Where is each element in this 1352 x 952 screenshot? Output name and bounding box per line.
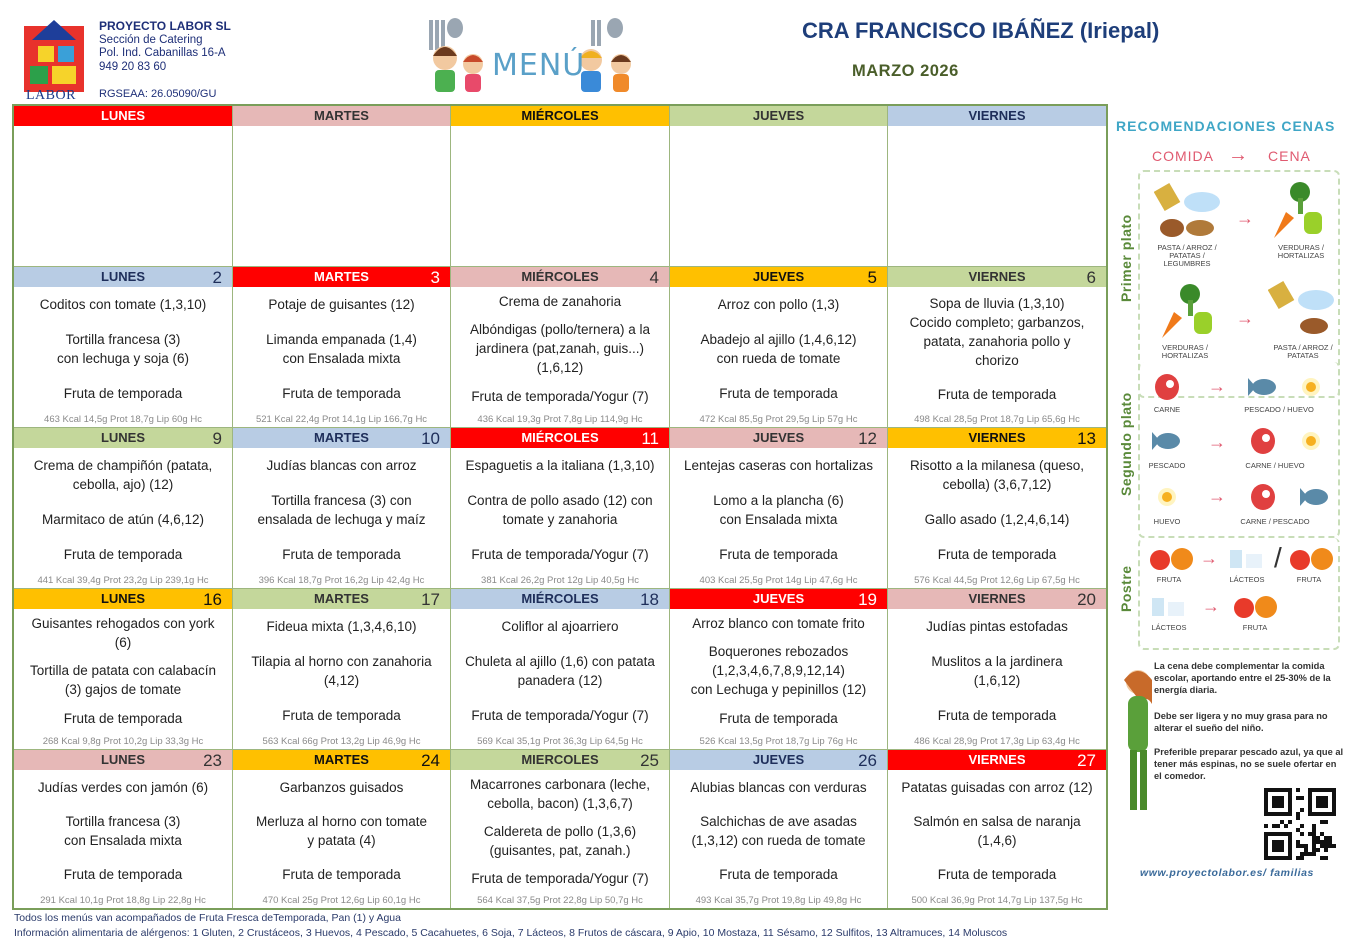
day-cell	[888, 428, 1106, 589]
menu-title: MENÚ	[492, 48, 586, 83]
dish-item: Coliflor al ajoarriero	[501, 619, 619, 634]
day-name: LUNES	[100, 108, 146, 123]
caption: FRUTA	[1156, 575, 1182, 584]
dish-item: Fruta de temporada	[719, 386, 838, 401]
arrow-icon: →	[1202, 596, 1220, 616]
nutrition-info: 498 Kcal 28,5g Prot 18,7g Lip 65,6g Hc	[914, 414, 1080, 425]
week-row	[14, 750, 1106, 908]
dish-item: Fruta de temporada	[63, 711, 183, 727]
day-cell	[888, 106, 1106, 267]
dish-item: Crema de zanahoria	[498, 293, 622, 309]
nutrition-info: 463 Kcal 14,5g Prot 18,7g Lip 60g Hc	[44, 414, 202, 425]
dish-item: Caldereta de pollo (1,3,6) (guisantes, pat, zanah.)	[483, 823, 637, 858]
day-cell	[888, 750, 1106, 908]
dish-item: Boquerones rebozados (1,2,3,4,6,7,8,9,12,14) con Lechuga y pepinillos (12)	[690, 644, 867, 698]
dish-item: Fruta de temporada	[937, 547, 1057, 562]
nutrition-info: 500 Kcal 36,9g Prot 14,7g Lip 137,5g Hc	[911, 895, 1083, 906]
dish-item: Guisantes rehogados con york (6)	[31, 615, 215, 650]
dish-list	[892, 287, 1102, 411]
dish-item: Lentejas caseras con hortalizas	[683, 458, 874, 473]
day-number: 3	[430, 268, 440, 287]
day-name: MARTES	[314, 430, 369, 445]
day-cell	[451, 428, 670, 589]
rgseaa-code: RGSEAA: 26.05090/GU	[99, 88, 217, 100]
pasta-rice-icon	[1154, 182, 1224, 247]
dish-item: Abadejo al ajillo (1,4,6,12) con rueda de tomate	[700, 332, 857, 366]
nutrition-info: 569 Kcal 35,1g Prot 36,3g Lip 64,5g Hc	[477, 736, 643, 747]
day-header	[233, 106, 450, 126]
qr-code-icon[interactable]	[1264, 788, 1336, 860]
dish-item: Merluza al horno con tomate y patata (4)	[255, 813, 428, 848]
fruit-icon	[1288, 546, 1336, 577]
dish-list	[18, 287, 228, 411]
nutrition-info: 521 Kcal 22,4g Prot 14,1g Lip 166,7g Hc	[255, 414, 428, 425]
fork-icon	[429, 20, 445, 50]
dish-item: Fruta de temporada	[719, 867, 838, 883]
day-cell	[670, 428, 888, 589]
footer-note: Todos los menús van acompañados de Fruta Fresca deTemporada, Pan (1) y Agua	[14, 912, 401, 924]
dish-item: Contra de pollo asado (12) con tomate y zanahoria	[467, 493, 653, 527]
dish-item: Judías pintas estofadas	[926, 619, 1068, 634]
dish-item: Fruta de temporada	[282, 547, 401, 562]
day-cell	[14, 589, 233, 750]
school-name: CRA FRANCISCO IBÁÑEZ (Iriepal)	[802, 18, 1160, 43]
dish-list	[892, 770, 1102, 892]
nutrition-info: 436 Kcal 19,3g Prot 7,8g Lip 114,9g Hc	[477, 414, 643, 425]
dish-item: Espaguetis a la italiana (1,3,10)	[465, 458, 655, 473]
company-line: 949 20 83 60	[99, 60, 167, 73]
day-cell	[233, 428, 451, 589]
caption: VERDURAS / HORTALIZAS	[1277, 243, 1325, 260]
meat-icon	[1152, 372, 1182, 407]
tip-note: Preferible preparar pescado azul, ya que al tener más espinas, no se suele ofertar en el comedor.	[1154, 747, 1344, 781]
tip-note: Debe ser ligera y no muy grasa para no alterar el sueño del niño.	[1154, 711, 1328, 733]
day-name: LUNES	[100, 752, 146, 767]
dish-item: Fruta de temporada	[937, 867, 1057, 883]
dish-list	[455, 287, 665, 411]
day-cell	[451, 750, 670, 908]
day-name: VIERNES	[968, 752, 1026, 767]
caption: PESCADO	[1148, 461, 1186, 470]
dish-item: Lomo a la plancha (6) con Ensalada mixta	[713, 493, 844, 527]
day-name: LUNES	[100, 430, 146, 445]
day-header	[451, 428, 669, 448]
day-name: JUEVES	[752, 752, 805, 767]
day-number: 23	[203, 751, 222, 770]
dish-item: Fruta de temporada	[719, 711, 838, 727]
recommendations-title: RECOMENDACIONES CENAS	[1116, 118, 1336, 134]
dish-list	[237, 770, 446, 892]
slash-separator: /	[1274, 542, 1282, 573]
nutrition-info: 396 Kcal 18,7g Prot 16,2g Lip 42,4g Hc	[258, 575, 425, 586]
nutrition-info: 576 Kcal 44,5g Prot 12,6g Lip 67,5g Hc	[914, 575, 1080, 586]
day-number: 11	[641, 429, 659, 448]
dish-list	[18, 770, 228, 892]
week-row	[14, 267, 1106, 428]
dish-list	[674, 770, 883, 892]
day-number: 25	[640, 751, 659, 770]
spoon-icon	[447, 18, 463, 38]
month-title: MARZO 2026	[852, 62, 959, 80]
day-header	[670, 589, 887, 609]
day-cell	[451, 589, 670, 750]
vegetables-icon	[1154, 282, 1220, 347]
arrow-icon: →	[1236, 208, 1254, 228]
dish-item: Tortilla de patata con calabacín (3) gajos de tomate	[29, 663, 217, 698]
dairy-icon	[1228, 548, 1268, 575]
day-number: 27	[1077, 751, 1096, 770]
day-cell	[888, 589, 1106, 750]
nutrition-info: 486 Kcal 28,9g Prot 17,3g Lip 63,4g Hc	[914, 736, 1080, 747]
day-cell	[233, 106, 451, 267]
dish-list	[237, 609, 446, 733]
company-line: Pol. Ind. Cabanillas 16-A	[99, 47, 226, 59]
day-number: 17	[421, 590, 440, 609]
dish-item: Risotto a la milanesa (queso, cebolla) (3,6,7,12)	[909, 458, 1085, 492]
day-cell	[14, 428, 233, 589]
dish-item: Patatas guisadas con arroz (12)	[901, 779, 1093, 795]
dish-item: Gallo asado (1,2,4,6,14)	[924, 512, 1070, 527]
day-name: MIÉRCOLES	[521, 108, 599, 123]
day-name: VIERNES	[968, 269, 1026, 284]
week-row	[14, 106, 1106, 267]
dinner-label: CENA	[1268, 148, 1311, 164]
day-header	[14, 750, 232, 770]
day-cell	[670, 589, 888, 750]
arrow-icon: →	[1208, 432, 1226, 452]
day-cell	[14, 106, 233, 267]
dish-item: Fruta de temporada	[63, 547, 183, 562]
dish-item: Limanda empanada (1,4) con Ensalada mixta	[266, 332, 417, 366]
dinner-recommendations	[1112, 112, 1348, 892]
dish-item: Macarrones carbonara (leche, cebolla, bacon) (1,3,6,7)	[469, 776, 651, 811]
dish-list	[18, 609, 228, 733]
second-course-box	[1138, 362, 1340, 538]
dish-item: Potaje de guisantes (12)	[268, 297, 415, 312]
day-number: 20	[1077, 590, 1096, 609]
nutrition-info: 268 Kcal 9,8g Prot 10,2g Lip 33,3g Hc	[42, 736, 204, 747]
week-row	[14, 428, 1106, 589]
day-cell	[670, 750, 888, 908]
caption: FRUTA	[1296, 575, 1322, 584]
nutrition-info: 441 Kcal 39,4g Prot 23,2g Lip 239,1g Hc	[37, 575, 209, 586]
nutrition-info: 291 Kcal 10,1g Prot 18,8g Lip 22,8g Hc	[40, 895, 206, 906]
dish-list	[18, 448, 228, 572]
arrow-icon: →	[1228, 144, 1248, 166]
day-header	[888, 106, 1106, 126]
second-course-label: Segundo plato	[1118, 392, 1134, 496]
day-number: 16	[203, 590, 222, 609]
caption: PASTA / ARROZ / PATATAS / LEGUMBRES	[1157, 243, 1217, 268]
day-header	[888, 267, 1106, 287]
day-name: JUEVES	[752, 430, 805, 445]
nutrition-info: 403 Kcal 25,5g Prot 14g Lip 47,6g Hc	[699, 575, 858, 586]
nutrition-info: 564 Kcal 37,5g Prot 22,8g Lip 50,7g Hc	[477, 895, 643, 906]
pasta-rice-icon	[1268, 280, 1338, 345]
dish-item: Fruta de temporada	[937, 386, 1057, 402]
dish-item: Marmitaco de atún (4,6,12)	[41, 512, 205, 527]
company-info	[99, 20, 231, 74]
day-number: 5	[867, 268, 877, 287]
fruit-icon	[1232, 594, 1280, 625]
caption: CARNE	[1153, 405, 1181, 414]
caption: LÁCTEOS	[1151, 623, 1187, 632]
dish-list	[674, 448, 883, 572]
dish-item: Salmón en salsa de naranja (1,4,6)	[913, 813, 1081, 848]
allergen-legend: Información alimentaria de alérgenos: 1 Gluten, 2 Crustáceos, 3 Huevos, 4 Pescado, 5 Cacahuetes, 6 Soja, 7 Lácteos, 8 Frutos de cáscara, 9 Apio, 10 Mostaza, 11 Sésamo, 12 Sulfitos, 13 Altramuces, 14 Moluscos	[14, 927, 1008, 939]
caption: CARNE / PESCADO	[1240, 517, 1310, 526]
day-header	[451, 589, 669, 609]
dish-list	[455, 609, 665, 733]
day-name: MIÉRCOLES	[521, 591, 599, 606]
day-header	[14, 589, 232, 609]
day-number: 19	[858, 590, 877, 609]
day-number: 13	[1077, 429, 1096, 448]
day-number: 2	[212, 268, 222, 287]
day-header	[888, 428, 1106, 448]
dish-item: Tortilla francesa (3) con Ensalada mixta	[64, 813, 182, 848]
dish-item: Chuleta al ajillo (1,6) con patata panadera (12)	[465, 654, 655, 688]
week-row	[14, 589, 1106, 750]
dish-list	[237, 448, 446, 572]
egg-icon	[1300, 376, 1322, 403]
day-header	[233, 589, 450, 609]
caption: LÁCTEOS	[1229, 575, 1265, 584]
day-name: JUEVES	[752, 108, 805, 123]
day-name: MARTES	[314, 752, 369, 767]
dish-item: Fruta de temporada	[282, 386, 401, 401]
day-name: VIERNES	[968, 591, 1026, 606]
day-header	[888, 589, 1106, 609]
day-header	[888, 750, 1106, 770]
vegetables-icon	[1266, 178, 1332, 249]
day-header	[233, 750, 450, 770]
arrow-icon: →	[1208, 376, 1226, 396]
dish-item: Tortilla francesa (3) con lechuga y soja (6)	[56, 332, 190, 366]
day-name: MIERCOLES	[521, 752, 599, 767]
day-cell	[233, 267, 451, 428]
dish-list	[674, 287, 883, 411]
day-header	[14, 267, 232, 287]
dish-list	[892, 609, 1102, 733]
dish-item: Tilapia al horno con zanahoria (4,12)	[251, 654, 432, 688]
arrow-icon: →	[1236, 308, 1254, 328]
dish-list	[237, 287, 446, 411]
day-number: 10	[421, 429, 440, 448]
day-header	[233, 428, 450, 448]
day-number: 26	[858, 751, 877, 770]
day-number: 9	[212, 429, 222, 448]
day-header	[670, 106, 887, 126]
day-name: JUEVES	[752, 591, 805, 606]
arrow-icon: →	[1208, 486, 1226, 506]
dish-item: Fruta de temporada	[282, 867, 401, 883]
nutrition-info: 493 Kcal 35,7g Prot 19,8g Lip 49,8g Hc	[695, 895, 862, 906]
day-cell	[233, 750, 451, 908]
nutrition-info: 472 Kcal 85,5g Prot 29,5g Lip 57g Hc	[699, 414, 858, 425]
dish-list	[892, 448, 1102, 572]
day-number: 12	[858, 429, 877, 448]
dish-item: Fruta de temporada	[282, 708, 401, 723]
day-name: MIÉRCOLES	[521, 430, 599, 445]
fruit-icon	[1148, 546, 1196, 577]
day-name: MARTES	[314, 591, 369, 606]
dish-item: Garbanzos guisados	[279, 779, 404, 795]
website-link[interactable]: www.proyectolabor.es/ familias	[1140, 867, 1314, 879]
dish-item: Judías blancas con arroz	[266, 458, 417, 473]
first-course-label: Primer plato	[1118, 214, 1134, 302]
meat-icon	[1248, 482, 1278, 517]
nutrition-info: 563 Kcal 66g Prot 13,2g Lip 46,9g Hc	[262, 736, 421, 747]
nutrition-info: 470 Kcal 25g Prot 12,6g Lip 60,1g Hc	[262, 895, 421, 906]
day-name: MIÉRCOLES	[521, 269, 599, 284]
day-number: 18	[640, 590, 659, 609]
nutrition-info: 526 Kcal 13,5g Prot 18,7g Lip 76g Hc	[699, 736, 858, 747]
day-number: 4	[649, 268, 659, 287]
dish-item: Sopa de lluvia (1,3,10) Cocido completo; garbanzos, patata, zanahoria pollo y chorizo	[909, 296, 1085, 369]
logo-text: LABOR	[26, 88, 76, 103]
dessert-label: Postre	[1118, 565, 1134, 612]
day-name: MARTES	[314, 269, 369, 284]
day-cell	[233, 589, 451, 750]
fish-icon	[1248, 374, 1278, 405]
menu-calendar	[12, 104, 1108, 910]
dish-item: Albóndigas (pollo/ternera) a la jardinera (pat,zanah, guis...) (1,6,12)	[469, 322, 651, 376]
dish-item: Fruta de temporada	[719, 547, 838, 562]
day-cell	[451, 267, 670, 428]
dish-list	[455, 770, 665, 892]
arrow-icon: →	[1200, 548, 1218, 568]
day-header	[451, 267, 669, 287]
egg-icon	[1156, 486, 1178, 513]
day-header	[451, 750, 669, 770]
dish-item: Coditos con tomate (1,3,10)	[39, 297, 207, 312]
day-header	[451, 106, 669, 126]
dish-item: Muslitos a la jardinera (1,6,12)	[931, 654, 1063, 688]
caption: HUEVO	[1153, 517, 1181, 526]
dish-item: Arroz con pollo (1,3)	[717, 297, 840, 312]
lunch-label: COMIDA	[1152, 148, 1214, 164]
dish-item: Fideua mixta (1,3,4,6,10)	[266, 619, 417, 634]
day-number: 6	[1086, 268, 1096, 287]
day-cell	[888, 267, 1106, 428]
fish-icon	[1300, 484, 1330, 515]
company-line: Sección de Catering	[99, 33, 203, 46]
day-cell	[670, 267, 888, 428]
dish-item: Arroz blanco con tomate frito	[692, 615, 865, 631]
dish-item: Fruta de temporada	[63, 867, 183, 883]
dish-item: Fruta de temporada/Yogur (7)	[471, 547, 649, 562]
dish-item: Salchichas de ave asadas (1,3,12) con rueda de tomate	[691, 813, 866, 848]
day-cell	[670, 106, 888, 267]
tip-note: La cena debe complementar la comida escolar, aportando entre el 25-30% de la energía diaria.	[1154, 661, 1331, 695]
egg-icon	[1300, 430, 1322, 457]
superhero-illustration	[1112, 664, 1158, 824]
dish-item: Fruta de temporada	[937, 708, 1057, 723]
dish-item: Judías verdes con jamón (6)	[37, 779, 209, 795]
day-cell	[14, 267, 233, 428]
day-cell	[14, 750, 233, 908]
dish-item: Fruta de temporada/Yogur (7)	[471, 870, 649, 886]
dish-item: Crema de champiñón (patata, cebolla, ajo) (12)	[33, 458, 213, 492]
dish-item: Fruta de temporada	[63, 386, 183, 401]
dish-list	[455, 448, 665, 572]
day-cell	[451, 106, 670, 267]
dish-item: Fruta de temporada/Yogur (7)	[471, 389, 649, 405]
day-name: VIERNES	[968, 430, 1026, 445]
day-name: JUEVES	[752, 269, 805, 284]
dairy-icon	[1150, 596, 1190, 623]
day-name: MARTES	[314, 108, 369, 123]
day-header	[14, 106, 232, 126]
caption: PESCADO / HUEVO	[1244, 405, 1314, 414]
day-header	[233, 267, 450, 287]
caption: FRUTA	[1242, 623, 1268, 632]
company-name: PROYECTO LABOR SL	[99, 19, 231, 33]
day-header	[14, 428, 232, 448]
day-name: LUNES	[100, 591, 146, 606]
day-name: LUNES	[100, 269, 146, 284]
caption: PASTA / ARROZ / PATATAS	[1273, 343, 1333, 360]
dish-list	[674, 609, 883, 733]
day-header	[670, 750, 887, 770]
day-number: 24	[421, 751, 440, 770]
fork-icon	[591, 20, 601, 46]
dish-item: Fruta de temporada/Yogur (7)	[471, 708, 649, 723]
day-header	[670, 267, 887, 287]
dish-item: Tortilla francesa (3) con ensalada de lechuga y maíz	[257, 493, 426, 527]
dessert-box	[1138, 538, 1340, 650]
nutrition-info: 381 Kcal 26,2g Prot 12g Lip 40,5g Hc	[481, 575, 639, 586]
day-header	[670, 428, 887, 448]
caption: VERDURAS / HORTALIZAS	[1161, 343, 1209, 360]
meat-icon	[1248, 426, 1278, 461]
caption: CARNE / HUEVO	[1245, 461, 1305, 470]
day-name: VIERNES	[968, 108, 1026, 123]
fish-icon	[1152, 428, 1182, 459]
dish-item: Alubias blancas con verduras	[690, 779, 867, 795]
